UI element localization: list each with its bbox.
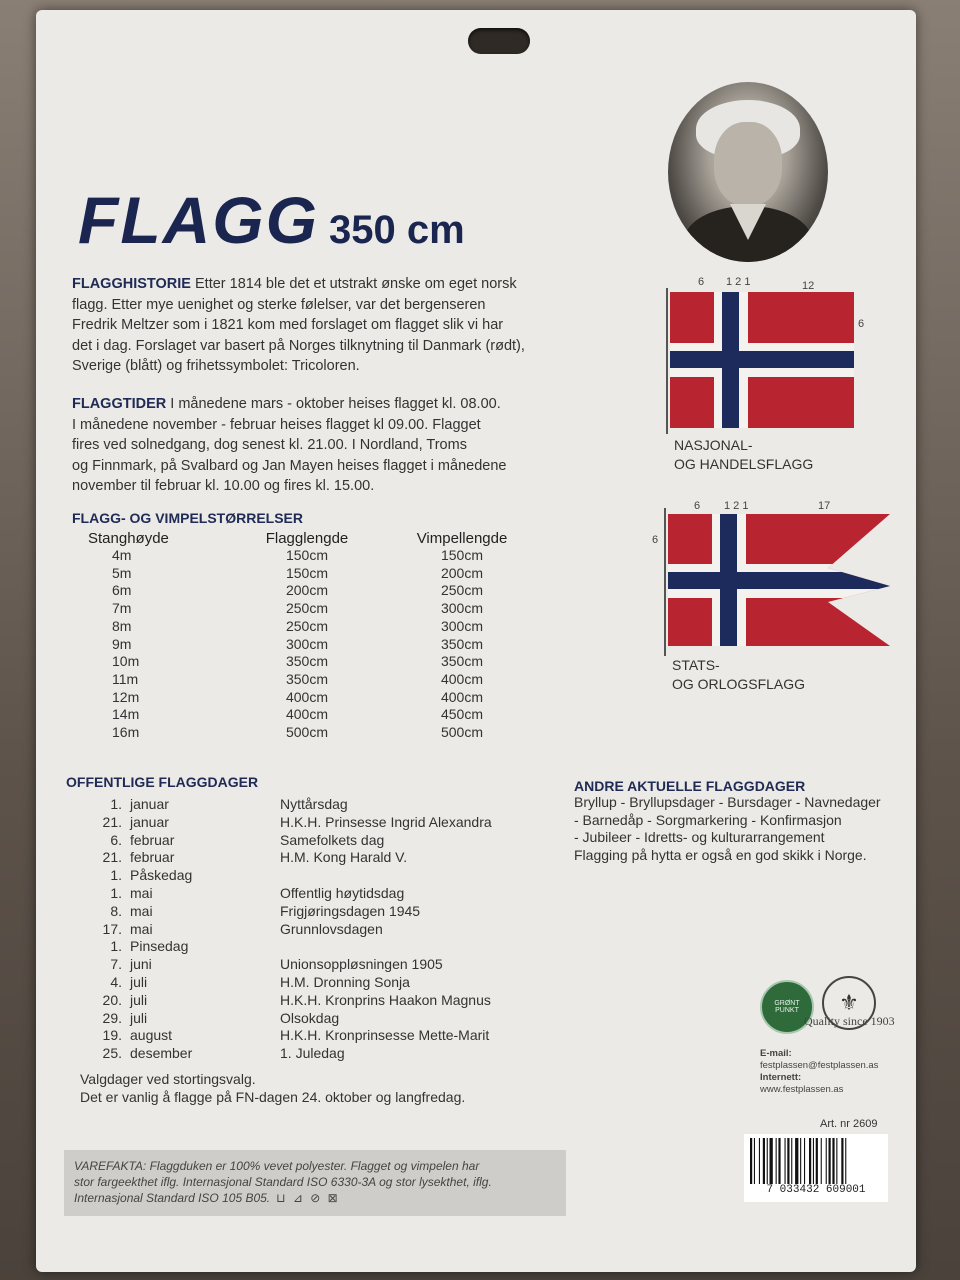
- hanging-hole: [468, 28, 530, 54]
- flag-day-row: 21. februar H.M. Kong Harald V.: [102, 849, 408, 866]
- flag-day-row: 21. januar H.K.H. Prinsesse Ingrid Alexandra: [102, 813, 492, 830]
- flag-day-row: 4. juli H.M. Dronning Sonja: [110, 973, 410, 990]
- product-facts: VAREFAKTA: Flaggduken er 100% vevet polyester. Flagget og vimpelen har stor fargeekthet iflg. Internasjonal Standard ISO 6330-3A og stor lysekthet, iflg. Internasjonal Standard ISO 105 B05. ⊔ ⊿ ⊘ ⊠: [64, 1150, 566, 1216]
- state-flag-label: STATS- OG ORLOGSFLAGG: [672, 657, 806, 692]
- national-flag-label: NASJONAL- OG HANDELSFLAGG: [674, 437, 814, 472]
- size-row: 9m 300cm 350cm: [112, 635, 484, 652]
- public-flag-days: [66, 774, 546, 1063]
- flag-day-row: 1. Påskedag: [110, 867, 193, 884]
- article-number: Art. nr 2609: [820, 1118, 878, 1130]
- size-row: 11m 350cm 400cm: [112, 670, 484, 687]
- email-text: festplassen@festplassen.as: [760, 1060, 879, 1071]
- barcode-number: 7 033432 609001: [766, 1184, 866, 1196]
- flag-day-row: 8. mai Frigjøringsdagen 1945: [110, 902, 421, 919]
- size-row: 7m 250cm 300cm: [112, 600, 484, 617]
- barcode: [744, 1134, 888, 1202]
- sizes-table: [72, 510, 532, 742]
- public-days-notes: Valgdager ved stortingsvalg. Det er vanlig å flagge på FN-dagen 24. oktober og langfredag.: [80, 1071, 466, 1105]
- other-flag-days: ANDRE AKTUELLE FLAGGDAGER Bryllup - Bryllupsdager - Bursdager - Navnedager - Barnedåp - Sorgmarkering - Konfirmasjon - Jubileer - Idretts- og kulturarrangement Flagging på hytta er også en god skikk i Norge.: [574, 778, 904, 864]
- sizes-heading: FLAGG- OG VIMPELSTØRRELSER: [72, 510, 304, 526]
- flag-day-row: 17. mai Grunnlovsdagen: [102, 920, 383, 937]
- flag-day-row: 1. januar Nyttårsdag: [110, 796, 348, 812]
- flag-day-row: 20. juli H.K.H. Kronprins Haakon Magnus: [102, 991, 491, 1008]
- times-paragraph: FLAGGTIDER I månedene mars - oktober heises flagget kl. 08.00. I månedene november - februar heises flagget kl 09.00. Flagget fires ved solnedgang, dog senest kl. 21.00. I Nordland, Troms og Finnmark, på Svalbard og Jan Mayen heises flagget i månedene november til februar kl. 10.00 og fires kl. 15.00.: [72, 396, 507, 494]
- state-flag-image: [662, 508, 892, 656]
- flag-day-row: 1. Pinsedag: [110, 938, 189, 955]
- contact-info: E-mail: festplassen@festplassen.as Internett: www.festplassen.as: [760, 1048, 879, 1095]
- times-heading: FLAGGTIDER: [72, 396, 167, 412]
- size-row: 6m 200cm 250cm: [112, 582, 484, 599]
- website-text: www.festplassen.as: [760, 1084, 844, 1095]
- size-row: 8m 250cm 300cm: [112, 617, 484, 634]
- title-main: FLAGG: [78, 183, 319, 257]
- portrait-image: [668, 82, 828, 262]
- size-row: 14m 400cm 450cm: [112, 706, 484, 723]
- public-days-heading: OFFENTLIGE FLAGGDAGER: [66, 774, 259, 790]
- quality-seal-icon: ⚜: [822, 976, 876, 1030]
- quality-text: Quality since 1903: [804, 1014, 895, 1028]
- size-row: 4m 150cm 150cm: [112, 547, 484, 563]
- sizes-header-row: Stanghøyde Flagglengde Vimpellengde: [88, 530, 508, 547]
- flag-day-row: 25. desember 1. Juledag: [102, 1045, 345, 1062]
- flag-day-row: 29. juli Olsokdag: [102, 1009, 340, 1026]
- flag-day-row: 7. juni Unionsoppløsningen 1905: [110, 956, 443, 973]
- size-row: 12m 400cm 400cm: [112, 688, 484, 705]
- title-size: 350 cm: [328, 208, 465, 252]
- size-row: 16m 500cm 500cm: [112, 724, 484, 741]
- care-symbols-icon: ⊔ ⊿ ⊘ ⊠: [276, 1191, 340, 1205]
- size-row: 10m 350cm 350cm: [112, 653, 484, 670]
- history-paragraph: FLAGGHISTORIE Etter 1814 ble det et utstrakt ønske om eget norsk flagg. Etter mye uenighet og sterke følelser, var det bergenseren Fredrik Meltzer som i 1821 kom med forslaget om flagget slik vi har det i dag. Forslaget var basert på Norges tilknytning til Danmark (rødt), Sverige (blått) og frihetssymbolet: Tricoloren.: [72, 276, 525, 374]
- history-heading: FLAGGHISTORIE: [72, 276, 191, 292]
- barcode-bars: [750, 1138, 882, 1184]
- flag-day-row: 19. august H.K.H. Kronprinsesse Mette-Marit: [102, 1027, 490, 1044]
- flag-day-row: 1. mai Offentlig høytidsdag: [110, 884, 405, 901]
- national-flag-image: [664, 288, 856, 434]
- green-dot-logo: GRØNT PUNKT: [760, 980, 814, 1034]
- flag-day-row: 6. februar Samefolkets dag: [110, 831, 385, 848]
- other-days-heading: ANDRE AKTUELLE FLAGGDAGER: [574, 778, 806, 794]
- flag-package-back: FLAGG 350 cm FLAGGHISTORIE Etter 1814 ble det et utstrakt ønske om eget norsk flagg. Etter mye uenighet og sterke følelser, var det bergenseren Fredrik Meltzer som i 1821 kom med forslaget om flagget slik vi har det i dag. Forslaget var basert på Norges tilknytning til Danmark (rødt), Sverige (blått) og frihetssymbolet: Tricoloren. FLAGGTIDER I månedene mars - oktober heises flagget kl. 08.00. I månedene november - februar heises flagget kl 09.00. Flagget fires ved solnedgang, dog senest kl. 21.00. I Nordland, Troms og Finnmark, på Svalbard og Jan Mayen heises flagget i månedene november til februar kl. 10.00 og fires kl. 15.00. FLAGG- OG VIMPELSTØRRELSER Stanghøyde Flagglengde Vimpellengde 4m 150cm 150cm 5m 150cm 200cm 6m 200cm 250cm 7m 250cm 300cm 8m 250cm 300cm 9m 300cm 350cm 10m 350cm 350cm 11m 350cm 400cm 12m 400cm 400cm 14m 400cm 450cm 16m 500cm 500cm OFFENTLIGE FLAGGDAGER 1. januar Nyttårsdag 21. januar H.K.H. Prinsesse Ingrid Alexandra 6. februar Samefolkets dag 21. februar H.M. Kong Harald V. 1. Påskedag 1. mai Offentlig høytidsdag 8. mai Frigjøringsdagen 1945 17. mai Grunnlovsdagen 1. Pinsedag 7. juni Unionsoppløsningen 1905 4. juli H.M. Dronning Sonja 20. juli H.K.H. Kronprins Haakon Magnus 29. juli Olsokdag 19. august H.K.H. Kronprinsesse Mette-Marit 25. desember 1. Juledag Valgdager ved stortingsvalg. Det er vanlig å flagge på FN-dagen 24. oktober og langfredag. VAREFAKTA: Flaggduken er 100% vevet polyester. Flagget og vimpelen har stor fargeekthet iflg. Internasjonal Standard ISO 6330-3A og stor lysekthet, iflg. Internasjonal Standard ISO 105 B05. ⊔ ⊿ ⊘ ⊠ 6 1 2 1 12 6 NASJONAL- OG HANDELSFLAGG 6 1 2 1 17 6 STATS- OG ORLOGSFLAGG ANDRE AKTUELLE FLAGGDAGER Bryllup - Bryllupsdager - Bursdager - Navnedager - Barnedåp - Sorgmarkering - Konfirmasjon - Jubileer - Idretts- og kulturarrangement Flagging på hytta er også en god skikk i Norge. GRØNT PUNKT ⚜ Quality since 1903 E-mail: festplassen@festplassen.as Internett: www.festplassen.as Art. nr 2609 7 033432 609001: [36, 10, 916, 1272]
- size-row: 5m 150cm 200cm: [112, 564, 484, 581]
- product-title: [78, 182, 465, 258]
